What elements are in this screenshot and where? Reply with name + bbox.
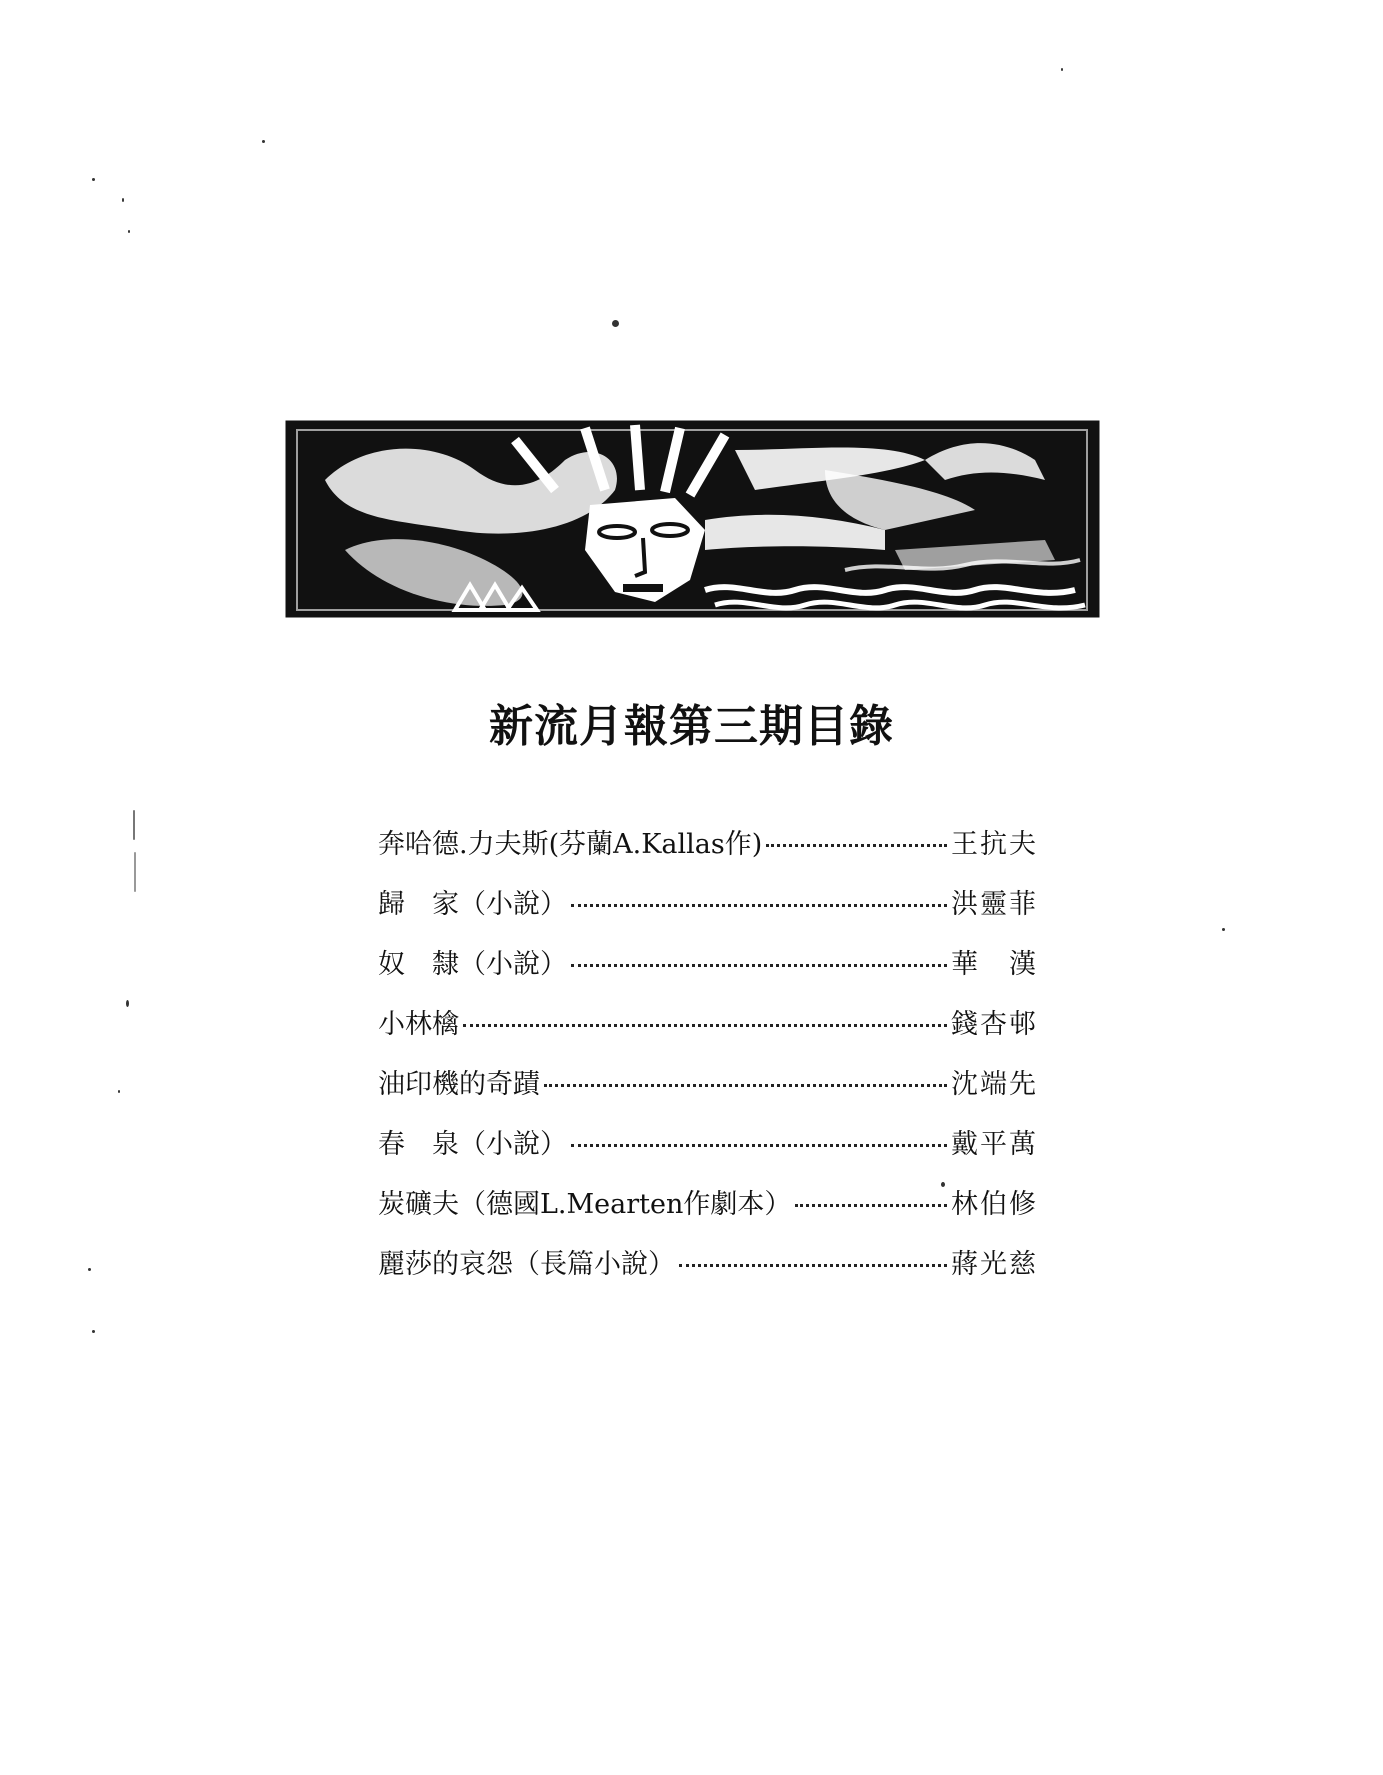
scan-speck [1222,928,1225,931]
toc-entry-author: 王抗夫 [951,829,1038,860]
toc-entry-author: 戴平萬 [951,1129,1038,1160]
toc-entry-title: 麗莎的哀怨（長篇小說） [378,1249,675,1280]
toc-entry-author: 錢杏邨 [951,1009,1038,1040]
toc-leader-dots [463,1024,947,1027]
scan-speck [92,178,95,181]
toc-entry-author: 沈端先 [951,1069,1038,1100]
scan-speck [128,230,130,233]
scan-speck [1061,68,1063,71]
toc-leader-dots [795,1204,947,1207]
toc-entry-title: 小林檎 [378,1009,459,1040]
scan-speck [612,320,619,327]
toc-entry [378,942,1038,1002]
toc-entry-author: 洪靈菲 [951,889,1038,920]
toc-entry-title: 炭礦夫（德國L.Mearten作劇本） [378,1189,792,1220]
toc-leader-dots [679,1264,947,1267]
toc-entry [378,822,1038,882]
toc-entry [378,1242,1038,1302]
scan-speck [133,810,135,840]
scan-speck [118,1090,120,1093]
toc-entry-title: 奔哈德.力夫斯(芬蘭A.Kallas作) [378,829,763,860]
toc-leader-dots [544,1084,947,1087]
toc-leader-dots [571,904,947,907]
toc-entry-author: 林伯修 [951,1189,1038,1220]
toc-entry-author: 華 漢 [951,949,1038,980]
scan-speck [88,1268,91,1271]
table-of-contents [378,822,1038,1302]
toc-entry [378,1182,1038,1242]
page-title: 新流月報第三期目錄 [489,701,894,752]
toc-entry-title: 歸 家（小說） [378,889,567,920]
toc-leader-dots [571,1144,947,1147]
toc-leader-dots [766,844,947,847]
scan-speck [92,1330,95,1333]
toc-entry [378,1122,1038,1182]
toc-entry [378,882,1038,942]
scan-speck [122,198,124,202]
scan-speck [126,1000,129,1007]
toc-entry [378,1062,1038,1122]
toc-leader-dots [571,964,947,967]
toc-entry-author: 蔣光慈 [951,1249,1038,1280]
scan-speck [134,852,136,892]
toc-entry-title: 油印機的奇蹟 [378,1069,540,1100]
scan-speck [262,140,265,143]
toc-entry [378,1002,1038,1062]
toc-entry-title: 春 泉（小說） [378,1129,567,1160]
toc-entry-title: 奴 隸（小說） [378,949,567,980]
woodcut-face-sea-illustration [285,420,1100,618]
